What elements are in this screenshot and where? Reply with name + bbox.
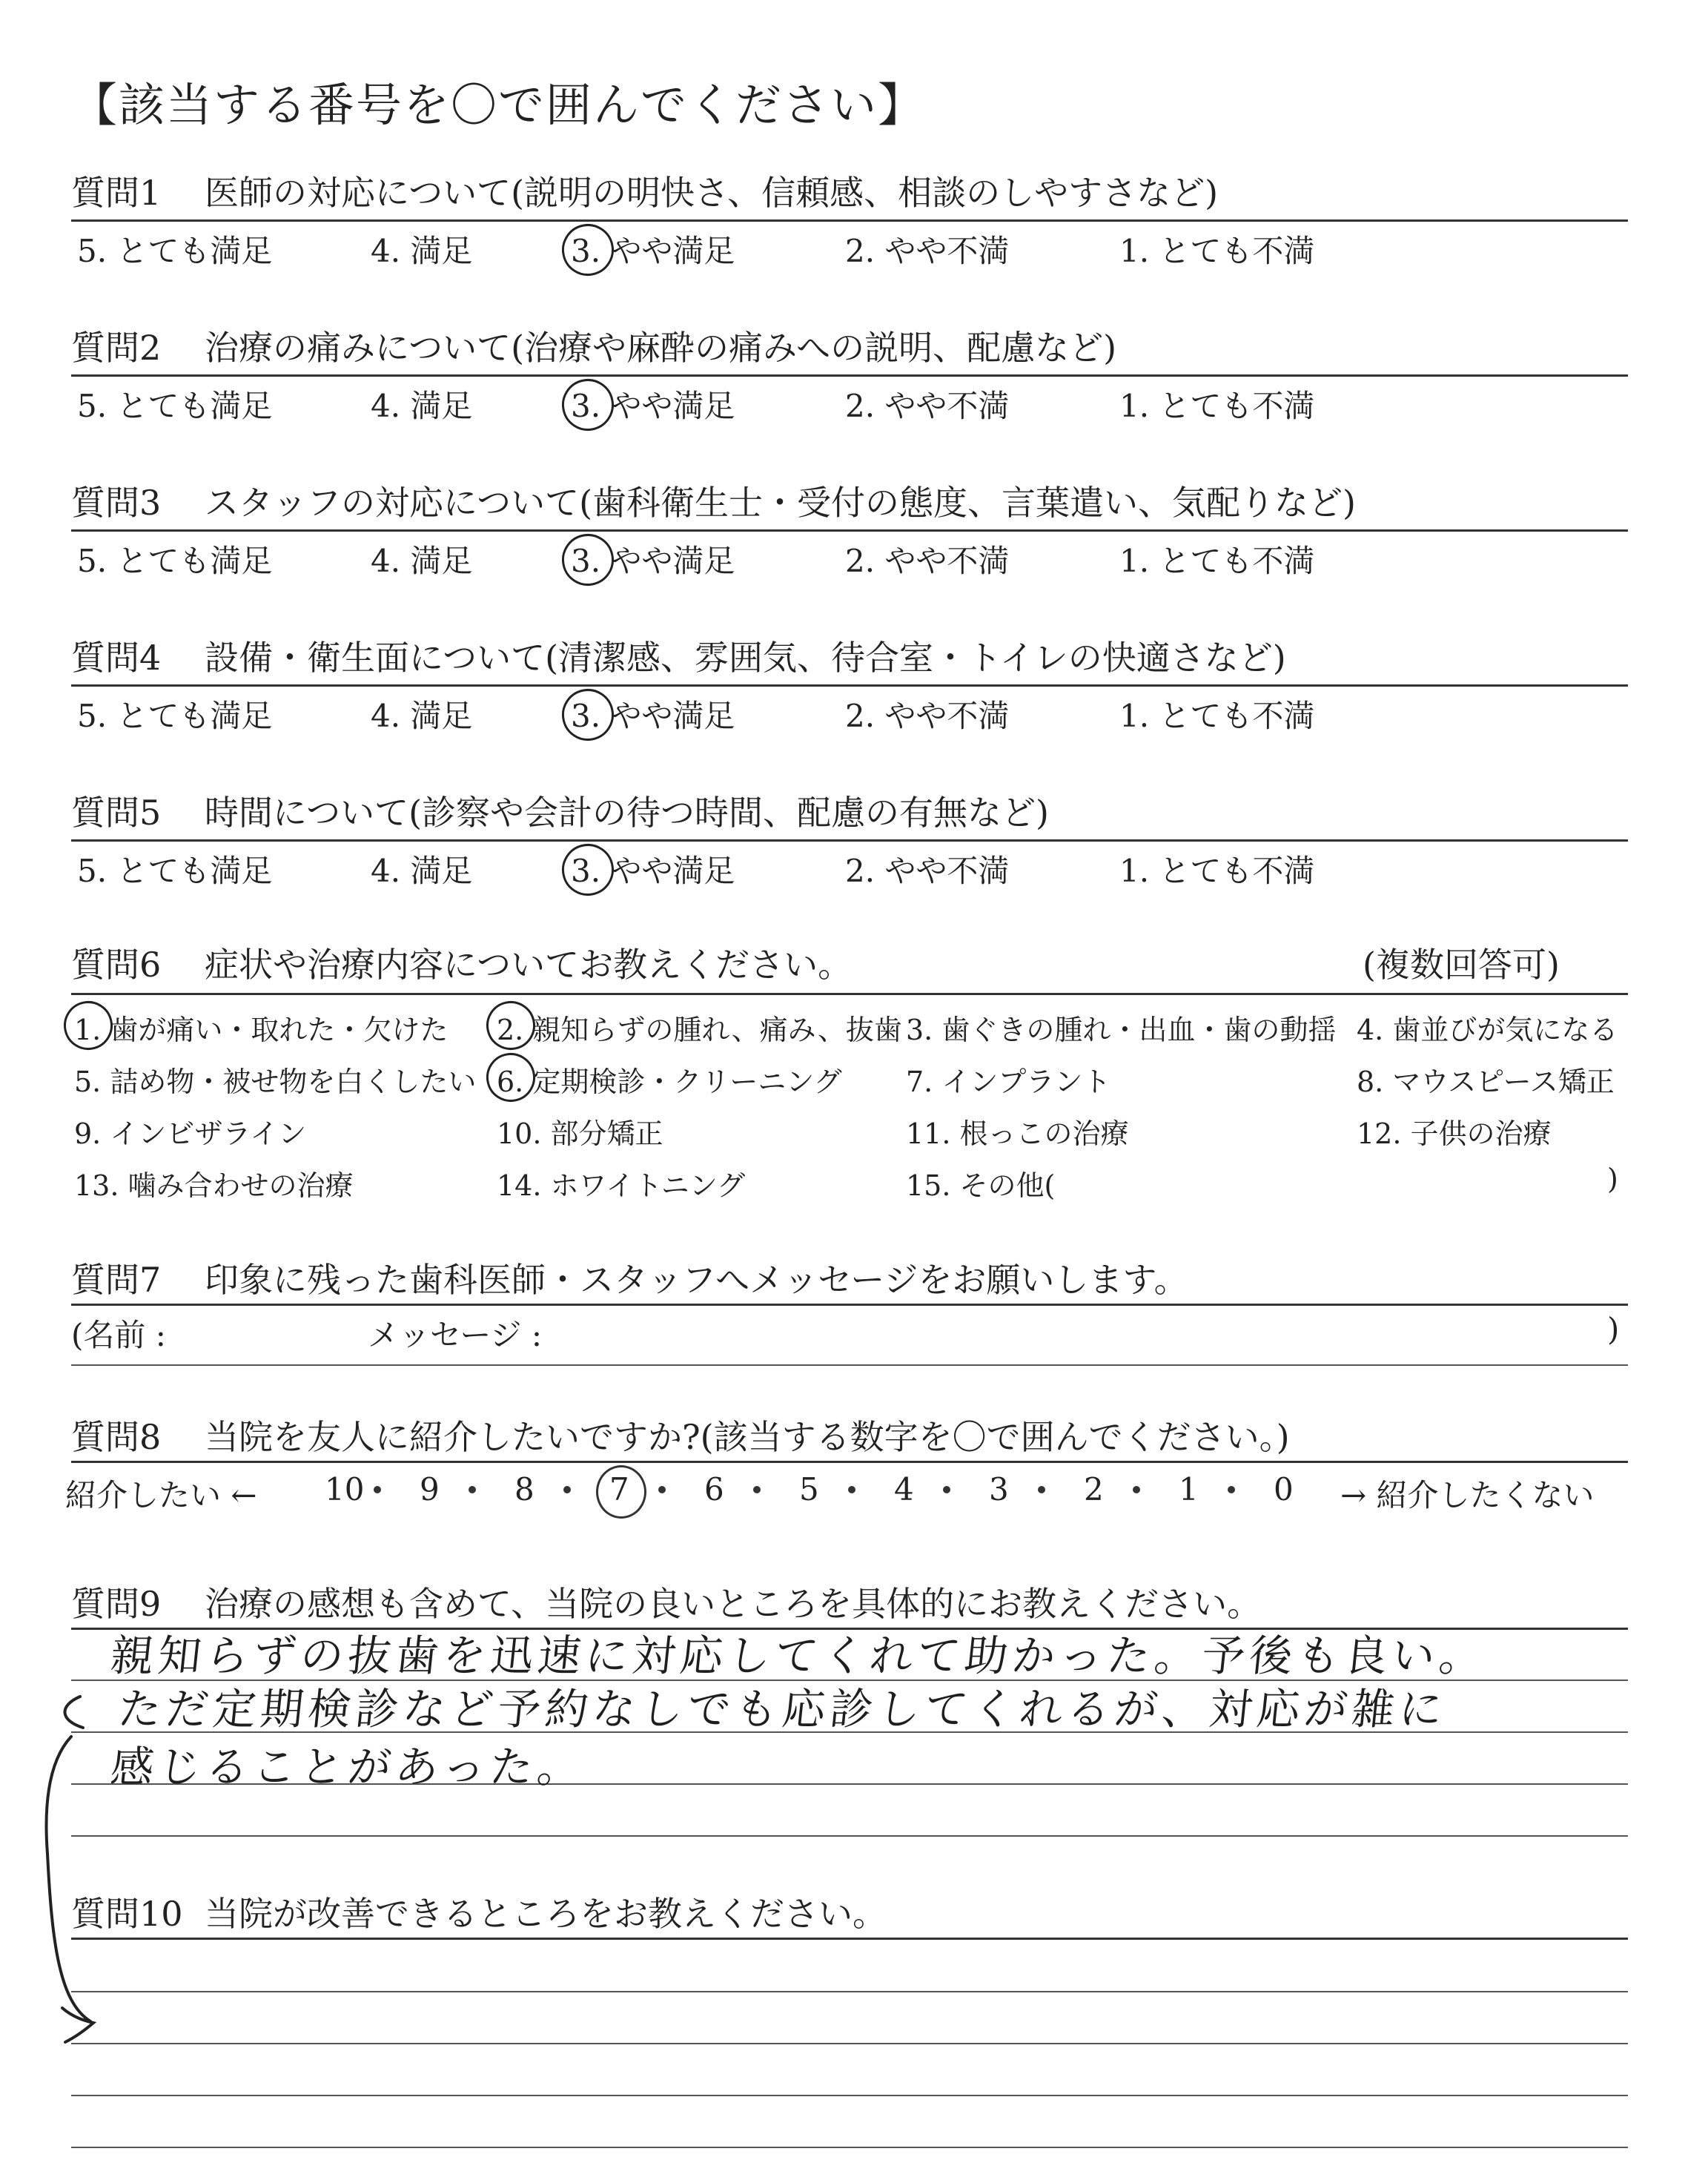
q6-option-4: 4. 歯並びが気になる xyxy=(1357,1014,1618,1046)
q6-option-11: 11. 根っこの治療 xyxy=(906,1117,1129,1150)
q9-answer-line-2: ただ定期検診など予約なしでも応診してくれるが、対応が雑に xyxy=(115,1684,1450,1734)
q10-label: 質問10 xyxy=(71,1894,183,1934)
q2-label: 質問2 xyxy=(71,328,162,368)
q9-label: 質問9 xyxy=(71,1584,162,1624)
q8-right-label: → 紹介したくない xyxy=(1340,1477,1595,1513)
q2-option-5: 5. とても満足 xyxy=(77,388,273,424)
q8-scale-6: 6 xyxy=(704,1471,724,1507)
q3-option-4: 4. 満足 xyxy=(371,543,473,579)
q2-option-2: 2. やや不満 xyxy=(845,388,1010,424)
q7-message-label: メッセージ : xyxy=(368,1317,542,1353)
q4-option-2: 2. やや不満 xyxy=(845,698,1010,734)
q8-scale-9: 9 xyxy=(420,1471,440,1507)
q6-option-9: 9. インビザライン xyxy=(74,1117,307,1150)
q6-option-15: 15. その他( xyxy=(906,1169,1056,1202)
q1-option-4: 4. 満足 xyxy=(371,233,473,269)
q3-option-5: 5. とても満足 xyxy=(77,543,273,579)
q5-option-1: 1. とても不満 xyxy=(1119,853,1315,889)
q6-note: (複数回答可) xyxy=(1363,945,1560,985)
q6-title: 症状や治療内容についてお教えください。 xyxy=(205,945,853,985)
q5-option-3: 3. やや満足 xyxy=(571,853,735,889)
q3-option-1: 1. とても不満 xyxy=(1119,543,1315,579)
q6-option-16: ) xyxy=(1607,1163,1618,1195)
q4-title: 設備・衛生面について(清潔感、雰囲気、待合室・トイレの快適さなど) xyxy=(205,638,1286,678)
q1-label: 質問1 xyxy=(71,173,162,213)
q6-option-3: 3. 歯ぐきの腫れ・出血・歯の動揺 xyxy=(906,1014,1337,1046)
q4-option-3: 3. やや満足 xyxy=(571,698,735,734)
q1-title: 医師の対応について(説明の明快さ、信頼感、相談のしやすさなど) xyxy=(205,173,1219,213)
q4-option-4: 4. 満足 xyxy=(371,698,473,734)
q9-answer-line-3: 感じることがあった。 xyxy=(107,1742,588,1792)
q8-scale-7: 7 xyxy=(609,1471,629,1507)
q6-option-7: 7. インプラント xyxy=(906,1066,1111,1098)
q3-label: 質問3 xyxy=(71,483,162,523)
q6-option-2: 2. 親知らずの腫れ、痛み、抜歯 xyxy=(497,1014,902,1046)
q8-scale-8: 8 xyxy=(514,1471,534,1507)
q1-option-2: 2. やや不満 xyxy=(845,233,1010,269)
q4-option-1: 1. とても不満 xyxy=(1119,698,1315,734)
q7-close-paren: ) xyxy=(1607,1311,1620,1347)
q8-left-label: 紹介したい ← xyxy=(65,1477,257,1513)
q2-option-4: 4. 満足 xyxy=(371,388,473,424)
q7-label: 質問7 xyxy=(71,1260,162,1300)
q8-scale-4: 4 xyxy=(894,1471,914,1507)
q5-label: 質問5 xyxy=(71,793,162,833)
q4-option-5: 5. とても満足 xyxy=(77,698,273,734)
q6-option-13: 13. 噛み合わせの治療 xyxy=(74,1169,354,1202)
q3-option-2: 2. やや不満 xyxy=(845,543,1010,579)
q4-label: 質問4 xyxy=(71,638,162,678)
q5-option-2: 2. やや不満 xyxy=(845,853,1010,889)
q9-answer-line-1: 親知らずの抜歯を迅速に対応してくれて助かった。予後も良い。 xyxy=(107,1631,1490,1681)
q8-scale-2: 2 xyxy=(1084,1471,1104,1507)
q3-title: スタッフの対応について(歯科衛生士・受付の態度、言葉遣い、気配りなど) xyxy=(205,483,1356,523)
q1-option-3: 3. やや満足 xyxy=(571,233,735,269)
q8-label: 質問8 xyxy=(71,1417,162,1457)
q9-title: 治療の感想も含めて、当院の良いところを具体的にお教えください。 xyxy=(205,1584,1262,1624)
q6-option-12: 12. 子供の治療 xyxy=(1357,1117,1552,1150)
q1-option-1: 1. とても不満 xyxy=(1119,233,1315,269)
q7-title: 印象に残った歯科医師・スタッフへメッセージをお願いします。 xyxy=(205,1260,1188,1300)
q3-option-3: 3. やや満足 xyxy=(571,543,735,579)
q6-option-6: 6. 定期検診・クリーニング xyxy=(497,1066,842,1098)
q6-option-10: 10. 部分矯正 xyxy=(497,1117,663,1150)
q8-scale-3: 3 xyxy=(989,1471,1009,1507)
q6-option-5: 5. 詰め物・被せ物を白くしたい xyxy=(74,1066,477,1098)
q6-label: 質問6 xyxy=(71,945,162,985)
q8-scale-10: 10 xyxy=(325,1471,365,1507)
q6-option-8: 8. マウスピース矯正 xyxy=(1357,1066,1615,1098)
q8-scale-0: 0 xyxy=(1274,1471,1294,1507)
q2-title: 治療の痛みについて(治療や麻酔の痛みへの説明、配慮など) xyxy=(205,328,1117,368)
q10-title: 当院が改善できるところをお教えください。 xyxy=(205,1894,887,1934)
q8-scale-5: 5 xyxy=(799,1471,819,1507)
q7-name-label: (名前 : xyxy=(71,1317,166,1353)
q1-option-5: 5. とても満足 xyxy=(77,233,273,269)
q8-title: 当院を友人に紹介したいですか?(該当する数字を〇で囲んでください。) xyxy=(205,1417,1290,1457)
q2-option-1: 1. とても不満 xyxy=(1119,388,1315,424)
q2-option-3: 3. やや満足 xyxy=(571,388,735,424)
q5-option-4: 4. 満足 xyxy=(371,853,473,889)
q8-scale-1: 1 xyxy=(1179,1471,1199,1507)
instruction-heading: 【該当する番号を〇で囲んでください】 xyxy=(71,78,926,132)
q6-option-14: 14. ホワイトニング xyxy=(497,1169,746,1202)
q5-title: 時間について(診察や会計の待つ時間、配慮の有無など) xyxy=(205,793,1049,833)
q5-option-5: 5. とても満足 xyxy=(77,853,273,889)
q6-option-1: 1. 歯が痛い・取れた・欠けた xyxy=(74,1014,448,1046)
